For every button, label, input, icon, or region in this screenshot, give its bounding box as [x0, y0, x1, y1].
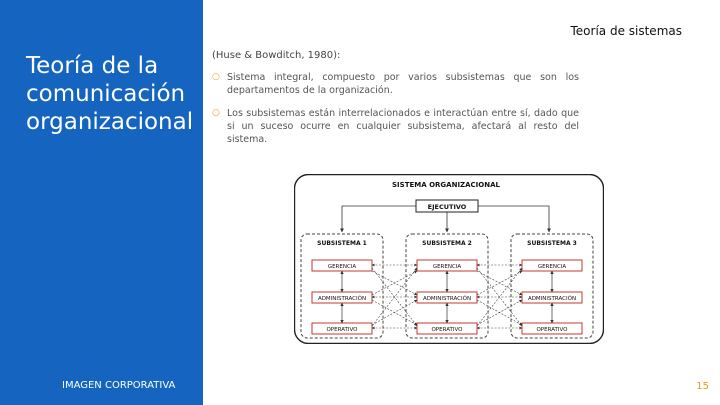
bullet-circle-icon: ○	[212, 72, 220, 82]
diagram-title: SISTEMA ORGANIZACIONAL	[392, 181, 500, 189]
level-label: OPERATIVO	[536, 327, 568, 333]
page-number: 15	[696, 381, 709, 392]
level-label: ADMINISTRACIÓN	[527, 296, 577, 302]
bullet-text: Los subsistemas están interrelacionados e interactúan entre sí, dado que si un suceso ocurre en cualquier subsistema, afectará al resto del sistema.	[227, 108, 579, 145]
level-label: GERENCIA	[432, 264, 462, 270]
footer-label: IMAGEN CORPORATIVA	[62, 380, 176, 391]
bullet-item	[212, 71, 579, 97]
subsystem-title: SUBSISTEMA 2	[422, 240, 472, 247]
level-label: OPERATIVO	[431, 327, 463, 333]
subsystem-title: SUBSISTEMA 3	[527, 240, 577, 247]
citation-text: (Huse & Bowditch, 1980):	[212, 50, 341, 61]
level-label: ADMINISTRACIÓN	[422, 296, 472, 302]
subsystem-title: SUBSISTEMA 1	[317, 240, 367, 247]
bullet-circle-icon: ○	[212, 108, 220, 118]
executive-label: EJECUTIVO	[427, 203, 467, 211]
level-label: GERENCIA	[537, 264, 567, 270]
section-title: Teoría de la comunicación organizacional	[26, 53, 194, 135]
bullet-list	[212, 71, 579, 156]
sidebar-panel	[0, 0, 203, 405]
organizational-system-diagram	[294, 174, 604, 344]
level-label: ADMINISTRACIÓN	[317, 296, 367, 302]
bullet-text: Sistema integral, compuesto por varios subsistemas que son los departamentos de la organización.	[227, 72, 579, 96]
level-label: OPERATIVO	[326, 327, 358, 333]
slide-title: Teoría de sistemas	[570, 24, 682, 38]
level-label: GERENCIA	[327, 264, 357, 270]
bullet-item	[212, 107, 579, 146]
